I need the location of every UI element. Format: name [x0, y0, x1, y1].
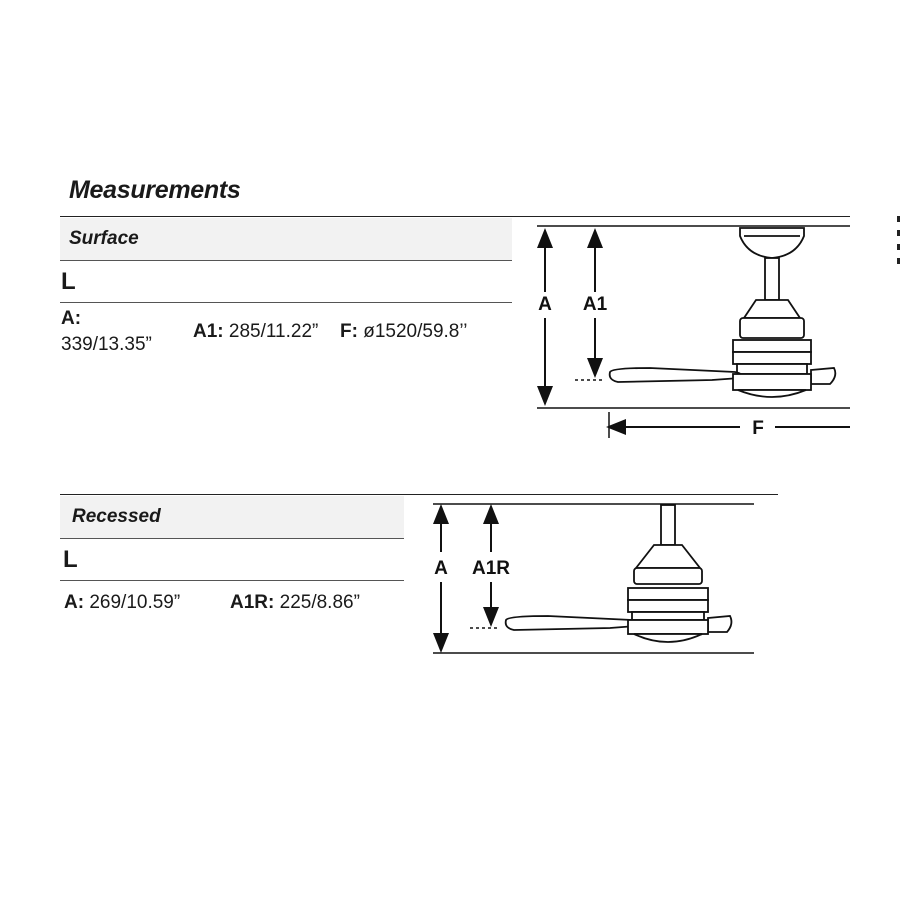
surface-f-value: ø1520/59.8’’ [363, 321, 468, 342]
recessed-fan-drawing [506, 505, 732, 642]
surface-a-dim-label: A [538, 294, 552, 315]
surface-a1-dim-label: A1 [582, 294, 608, 315]
recessed-a-label: A: [64, 592, 85, 613]
recessed-a1r-value: 225/8.86” [279, 592, 360, 613]
recessed-a1r-dim-label: A1R [471, 558, 511, 579]
recessed-heading: Recessed [72, 506, 161, 527]
surface-f-label: F: [340, 321, 358, 342]
recessed-size-label: L [63, 546, 78, 573]
surface-f-dim-label: F [752, 418, 764, 439]
recessed-a1r-label: A1R: [230, 592, 275, 613]
surface-a-label: A: [61, 308, 82, 329]
surface-heading: Surface [69, 228, 139, 249]
surface-a-value: 339/13.35” [61, 334, 152, 355]
recessed-a-value: 269/10.59” [89, 592, 181, 613]
surface-a1-label: A1: [193, 321, 224, 342]
surface-size-label: L [61, 268, 76, 295]
surface-a1-value: 285/11.22” [228, 321, 319, 342]
page-title: Measurements [69, 176, 241, 204]
recessed-a-dim-label: A [434, 558, 448, 579]
